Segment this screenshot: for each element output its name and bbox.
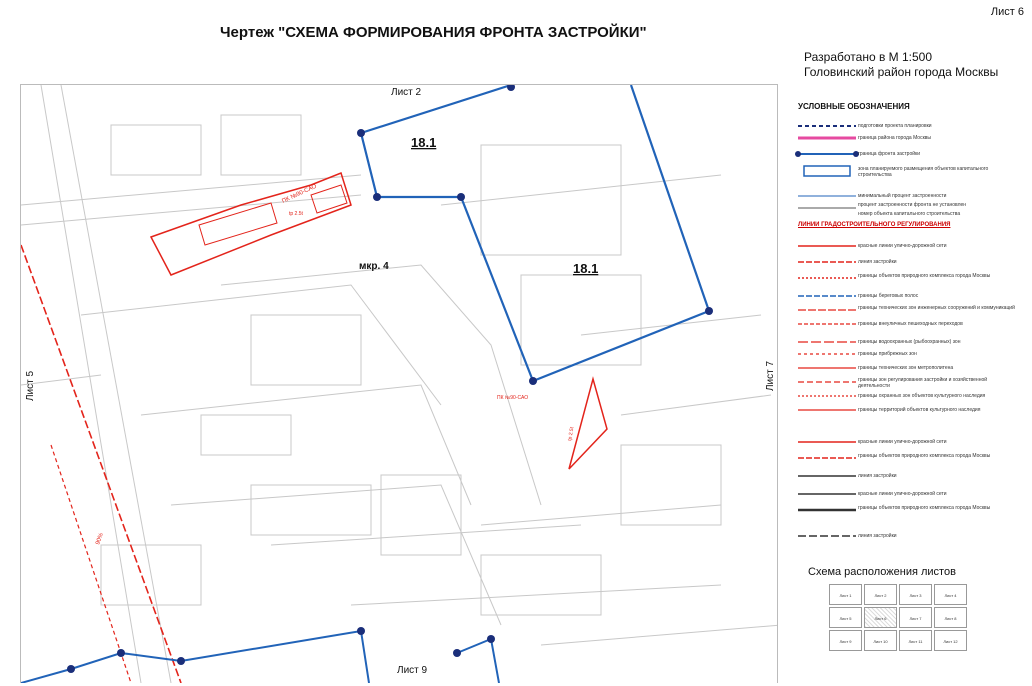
drawing-title: Чертеж "СХЕМА ФОРМИРОВАНИЯ ФРОНТА ЗАСТРОЙКИ" [220,24,647,41]
legend-item: линия застройки [858,473,897,479]
sheet-cell[interactable]: Лист 2 [864,584,897,605]
legend-item: зона планируемого размещения объектов капитального строительства [858,166,989,178]
sheet-cell[interactable]: Лист 5 [829,607,862,628]
sheet-top-label[interactable]: Лист 2 [391,87,422,98]
base-map [21,85,777,683]
legend-item: границы объектов природного комплекса города Москвы [858,453,991,459]
sheet-cell[interactable]: Лист 8 [934,607,967,628]
red-line-label: 90% [95,532,105,546]
legend-item: линия застройки [858,259,897,265]
legend-item: красные линии улично-дорожной сети [858,243,947,249]
sheet-cell[interactable]: Лист 10 [864,630,897,651]
legend-item: границы технических зон метрополитена [858,365,954,371]
sheet-cell[interactable]: Лист 3 [899,584,932,605]
legend-item: процент застроенности фронта не установлен [858,202,967,208]
legend-item: границы охранных зон объектов культурного наследия [858,393,986,399]
pk-label-2: ПК №90-САО [497,395,529,401]
zone-polygon-1[interactable] [151,173,351,275]
sheet-left-label[interactable]: Лист 5 [25,370,36,401]
frontage-nodes [67,85,713,673]
legend-item: границы объектов природного комплекса города Москвы [858,505,991,511]
sheet-cell[interactable]: Лист 4 [934,584,967,605]
legend-item: границы внеуличных пешеходных переходов [858,321,963,327]
legend-item: границы водоохранных (рыбоохранных) зон [858,339,961,345]
legend-item: границы технических зон инженерных сооружений и коммуникаций [858,305,1015,311]
legend-item: границы объектов природного комплекса города Москвы [858,273,991,279]
parcel-label-a: 18.1 [411,135,437,150]
microdistrict-label: мкр. 4 [359,261,389,272]
legend-item: граница района города Москвы [858,135,932,141]
legend-item: минимальный процент застроенности [858,193,947,199]
legend-item: границы зон регулирования застройки и хозяйственной деятельности [858,377,988,389]
legend-item: красные линии улично-дорожной сети [858,491,947,497]
map-svg [21,85,777,683]
parcel-label-b: 18.1 [573,261,599,276]
legend-item: граница фронта застройки [858,151,921,157]
zone-polygon-2[interactable] [569,379,607,469]
scheme-title: Схема расположения листов [808,566,956,578]
district-name: Головинский район города Москвы [804,65,999,79]
sheet-cell[interactable]: Лист 1 [829,584,862,605]
map-area[interactable] [20,84,778,683]
legend-panel [790,96,1020,556]
scale-note: Разработано в М 1:500 [804,50,933,64]
sheet-layout-grid[interactable] [829,584,969,676]
legend-item: номер объекта капитального строительства [858,211,961,217]
sheet-cell[interactable]: Лист 7 [899,607,932,628]
sheet-cell-current[interactable]: Лист 6 [864,607,897,628]
legend-item: границы береговых полос [858,293,919,299]
legend-title: УСЛОВНЫЕ ОБОЗНАЧЕНИЯ [798,102,910,111]
pk-label-1b: tp 2.5t [289,211,303,217]
sheet-cell[interactable]: Лист 11 [899,630,932,651]
sheet-number: Лист 6 [990,6,1024,18]
legend-item: границы прибрежных зон [858,351,917,357]
legend-item: красные линии улично-дорожной сети [858,439,947,445]
sheet-cell[interactable]: Лист 12 [934,630,967,651]
legend-item: линия застройки [858,533,897,539]
sheet-cell[interactable]: Лист 9 [829,630,862,651]
frontage-boundary-bottom[interactable] [21,631,499,683]
legend-section-title: ЛИНИИ ГРАДОСТРОИТЕЛЬНОГО РЕГУЛИРОВАНИЯ [798,222,951,228]
legend-item: подготовки проекта планировки [858,123,932,129]
red-district-boundary [21,245,181,683]
legend-item: границы территорий объектов культурного наследия [858,407,981,413]
sheet-right-label[interactable]: Лист 7 [765,360,776,391]
pk-label-2b: tp 2.5t [567,426,576,442]
pk-label-1: ПК №90-САО [281,183,318,205]
frontage-boundary-main[interactable] [361,85,709,381]
sheet-bottom-label[interactable]: Лист 9 [397,665,428,676]
